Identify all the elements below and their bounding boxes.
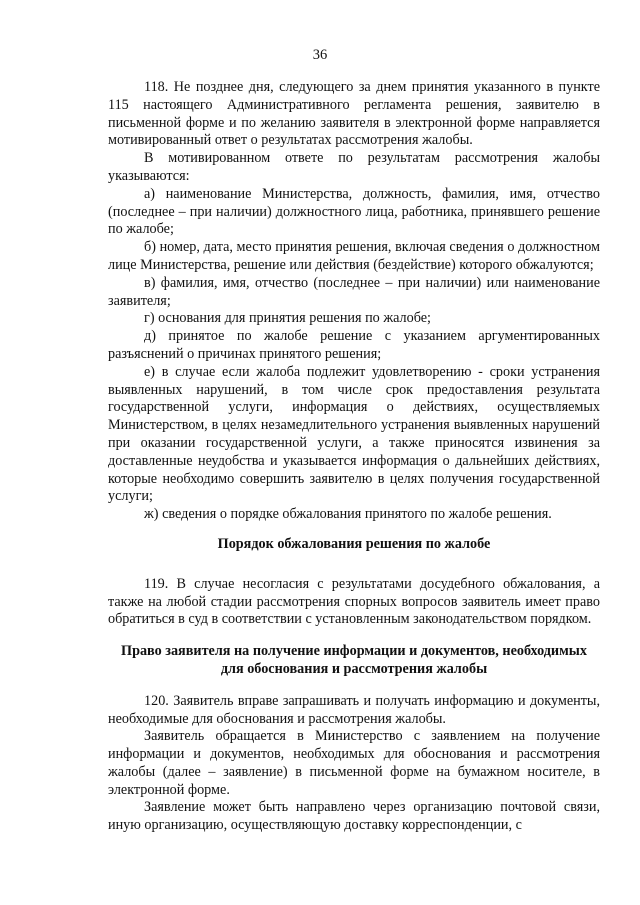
page-number: 36 [312,47,328,63]
section-heading-right-to-information: Право заявителя на получение информации и документов, необходимых для обоснования и рассмотрения жалобы [121,643,587,677]
paragraph-application-delivery: Заявление может быть направлено через организацию почтовой связи, иную организацию, осуществляющую доставку корреспонденции, с [108,799,600,834]
list-item-a: а) наименование Министерства, должность, фамилия, имя, отчество (последнее – при наличии) должностного лица, работника, принявшего решение по жалобе; [108,185,600,238]
paragraph-application: Заявитель обращается в Министерство с заявлением на получение информации и документов, необходимых для обоснования и рассмотрения жалобы (далее – заявление) в письменной форме на бумажном носителе, в электронной форме. [108,728,600,798]
list-item-v: в) фамилия, имя, отчество (последнее – при наличии) или наименование заявителя; [108,274,600,309]
list-item-g: г) основания для принятия решения по жалобе; [144,310,431,327]
document-body [108,79,600,835]
paragraph-reasoned-answer-intro: В мотивированном ответе по результатам рассмотрения жалобы указываются: [108,150,600,184]
list-item-zh: ж) сведения о порядке обжалования принятого по жалобе решения. [144,506,552,523]
list-item-d: д) принятое по жалобе решение с указанием аргументированных разъяснений о причинах принятого решения; [108,328,600,362]
paragraph-120: 120. Заявитель вправе запрашивать и получать информацию и документы, необходимые для обоснования и рассмотрения жалобы. [108,692,600,727]
list-item-e: е) в случае если жалоба подлежит удовлетворению - сроки устранения выявленных нарушений, в том числе срок предоставления результата государственной услуги, информация о действиях, осуществляемых Министерством, в целях незамедлительного устранения выявленных нарушений при оказании государственной услуги, а также приносятся извинения за доставленные неудобства и указывается информация о дальнейших действиях, которые необходимо совершить заявителю в целях получения государственной услуги; [108,363,600,505]
list-item-b: б) номер, дата, место принятия решения, включая сведения о должностном лице Министерства, решение или действия (бездействие) которого обжалуются; [108,239,600,273]
paragraph-119: 119. В случае несогласия с результатами досудебного обжалования, а также на любой стадии рассмотрения спорных вопросов заявитель имеет право обратиться в суд в соответствии с установленным законодательством порядком. [108,575,600,628]
section-heading-appeal-procedure: Порядок обжалования решения по жалобе [217,535,491,552]
paragraph-118: 118. Не позднее дня, следующего за днем принятия указанного в пункте 115 настоящего Административного регламента решения, заявителю в письменной форме и по желанию заявителя в электронной форме направляется мотивированный ответ о результатах рассмотрения жалобы. [108,79,600,149]
